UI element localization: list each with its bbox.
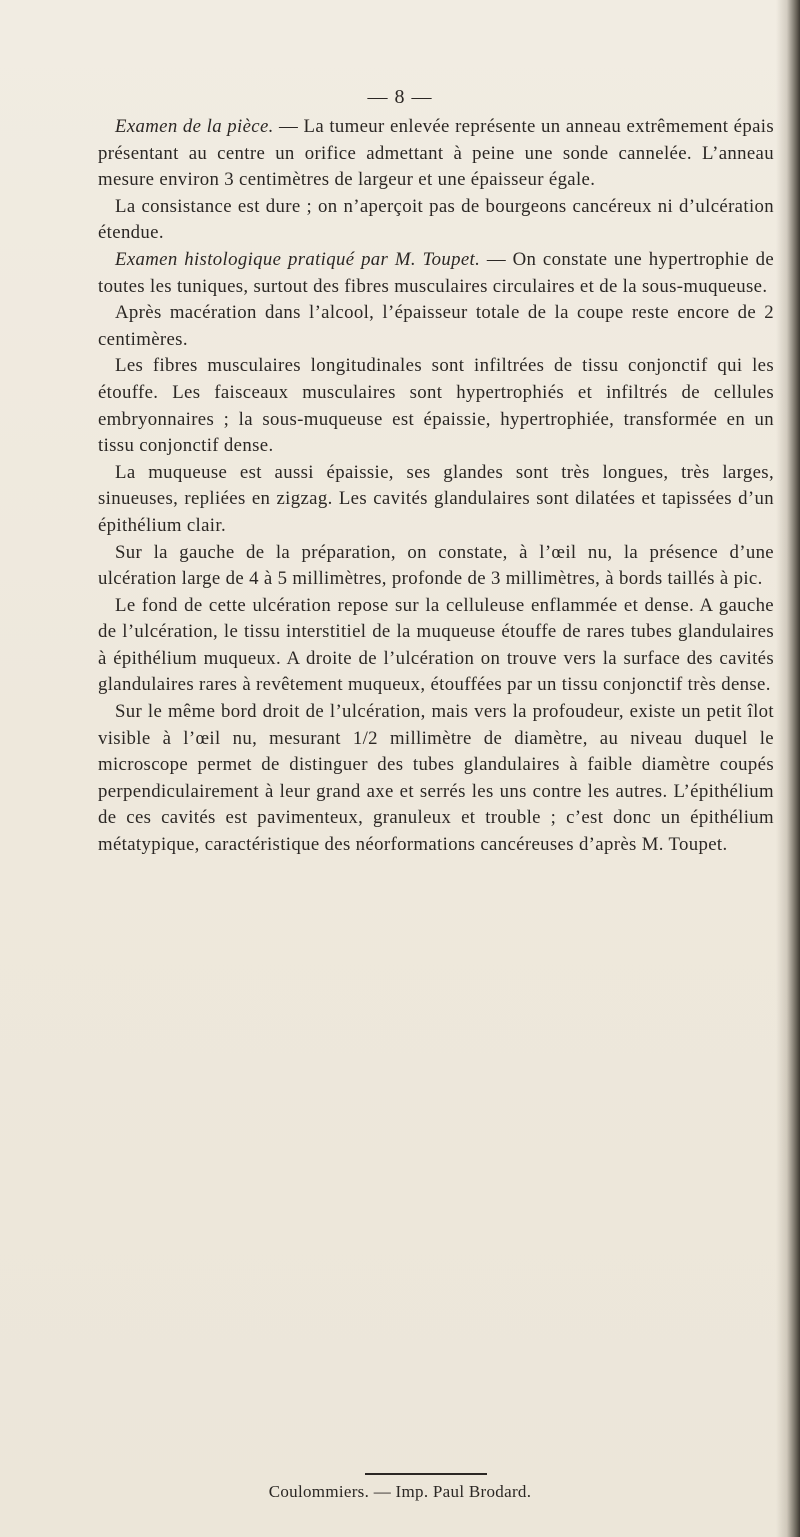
paragraph-consistance [98, 194, 774, 247]
paragraph-text: Le fond de cette ulcération repose sur la celluleuse enflammée et dense. A gauche de l’ulcération, le tissu interstitiel de la muqueuse étouffe de rares tubes glandulaires à épithélium muqueux. A droite de l’ulcération on trouve vers la surface des cavités glandulaires rares à revêtement muqueux, étouffées par un tissu conjonctif très dense. [98, 594, 774, 696]
paragraph-text: — On constate une hypertrophie de toutes les tuniques, surtout des fibres musculaires circulaires et de la sous-muqueuse. [98, 248, 774, 297]
paragraph-text: Les fibres musculaires longitudinales sont infiltrées de tissu conjonctif qui les étouffe. Les faisceaux musculaires sont hypertrophiés et infiltrés de cellules embryonnaires ; la sous-muqueuse est épaissie, hypertrophiée, transformée en un tissu conjonctif dense. [98, 355, 774, 457]
paragraph-text: — La tumeur enlevée représente un anneau extrêmement épais présentant au centre un orifice admettant à peine une sonde cannelée. L’anneau mesure environ 3 centimètres de largeur et une épaisseur égale. [98, 116, 774, 191]
paragraph-maceration [98, 300, 774, 353]
paragraph-examen-histologique [98, 247, 774, 300]
paragraph-text: Sur la gauche de la préparation, on constate, à l’œil nu, la présence d’une ulcération large de 4 à 5 millimètres, profonde de 3 millimètres, à bords taillés à pic. [98, 541, 774, 590]
paragraph-lead: Examen de la pièce. [115, 116, 274, 137]
paragraph-ulceration [98, 540, 774, 593]
printer-imprint: Coulommiers. — Imp. Paul Brodard. [268, 1482, 532, 1501]
paragraph-muqueuse [98, 460, 774, 540]
paragraph-fond-ulceration [98, 593, 774, 699]
imprint-rule [365, 1473, 487, 1475]
paragraph-text: La muqueuse est aussi épaissie, ses glandes sont très longues, très larges, sinueuses, repliées en zigzag. Les cavités glandulaires sont dilatées et tapissées d’un épithélium clair. [98, 461, 774, 536]
paragraph-text: La consistance est dure ; on n’aperçoit pas de bourgeons cancéreux ni d’ulcération étendue. [98, 195, 774, 244]
page-number: — 8 — [367, 86, 433, 108]
paragraph-examen-piece [98, 114, 774, 194]
paragraph-lead: Examen histologique pratiqué par M. Toupet. [115, 248, 481, 270]
paragraph-text: Sur le même bord droit de l’ulcération, mais vers la profoudeur, existe un petit îlot visible à l’œil nu, mesurant 1/2 millimètre de diamètre, au niveau duquel le microscope permet de distinguer des tubes glandulaires à faible diamètre coupés perpendiculairement à leur grand axe et serrés les uns contre les autres. L’épithélium de ces cavités est pavimenteux, granuleux et trouble ; c’est donc un épithélium métatypique, caractéristique des néorformations cancéreuses d’après M. Toupet. [98, 701, 774, 856]
page-edge-shadow [776, 0, 800, 1537]
body-text [98, 114, 774, 859]
paragraph-fibres [98, 353, 774, 459]
paragraph-text: Après macération dans l’alcool, l’épaisseur totale de la coupe reste encore de 2 centimères. [98, 302, 774, 350]
paragraph-bord-droit [98, 699, 774, 859]
